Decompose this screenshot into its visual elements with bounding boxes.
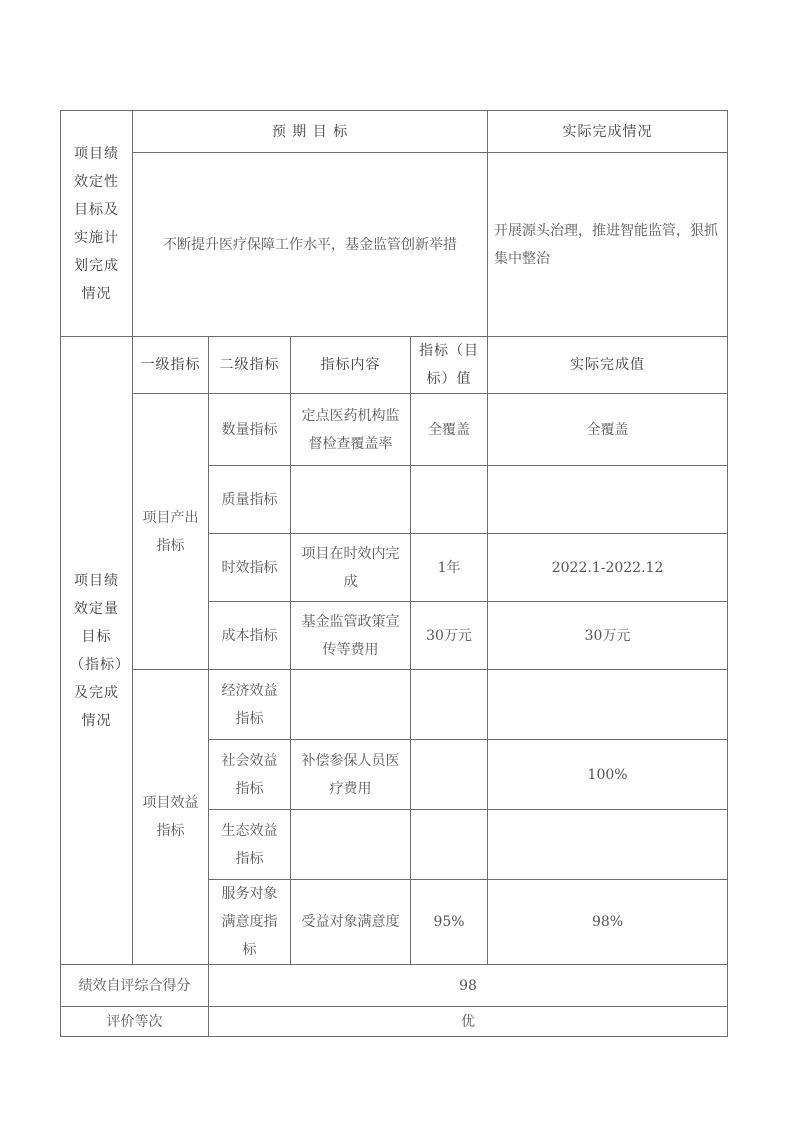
target-cell <box>411 466 488 534</box>
header-target-value: 指标（目标）值 <box>411 337 488 394</box>
target-cell: 全覆盖 <box>411 394 488 466</box>
content-cell: 补偿参保人员医疗费用 <box>291 740 411 810</box>
level2-cell: 成本指标 <box>209 602 291 670</box>
target-cell: 1年 <box>411 534 488 602</box>
level2-cell: 服务对象满意度指标 <box>209 880 291 965</box>
target-cell <box>411 670 488 740</box>
actual-completion-text: 开展源头治理，推进智能监管，狠抓集中整治 <box>488 153 728 337</box>
evaluation-grade-label: 评价等次 <box>61 1007 209 1037</box>
qualitative-section-label <box>61 111 133 337</box>
header-level1-indicator: 一级指标 <box>133 337 209 394</box>
performance-evaluation-table <box>60 110 728 1037</box>
actual-cell: 30万元 <box>488 602 728 670</box>
overall-score-value: 98 <box>209 965 728 1007</box>
content-cell: 基金监管政策宣传等费用 <box>291 602 411 670</box>
actual-cell <box>488 466 728 534</box>
quantitative-section-label <box>61 337 133 965</box>
table-row <box>61 394 728 466</box>
table-row <box>61 670 728 740</box>
target-cell: 95% <box>411 880 488 965</box>
content-cell <box>291 466 411 534</box>
level2-cell: 社会效益指标 <box>209 740 291 810</box>
level2-cell: 时效指标 <box>209 534 291 602</box>
expected-goal-header: 预 期 目 标 <box>133 111 488 153</box>
actual-cell <box>488 670 728 740</box>
level2-cell: 经济效益指标 <box>209 670 291 740</box>
content-cell <box>291 810 411 880</box>
actual-completion-header: 实际完成情况 <box>488 111 728 153</box>
header-actual-value: 实际完成值 <box>488 337 728 394</box>
quantitative-section-label-text: 项目绩效定量目标（指标）及完成情况 <box>70 572 123 729</box>
benefit-indicator-group: 项目效益指标 <box>133 670 209 965</box>
target-cell <box>411 810 488 880</box>
actual-cell: 100% <box>488 740 728 810</box>
overall-score-label: 绩效自评综合得分 <box>61 965 209 1007</box>
content-cell: 项目在时效内完成 <box>291 534 411 602</box>
qualitative-section-label-text: 项目绩效定性目标及实施计划完成情况 <box>74 145 119 302</box>
output-indicator-group: 项目产出指标 <box>133 394 209 670</box>
header-indicator-content: 指标内容 <box>291 337 411 394</box>
header-level2-indicator: 二级指标 <box>209 337 291 394</box>
actual-cell: 全覆盖 <box>488 394 728 466</box>
target-cell <box>411 740 488 810</box>
actual-cell <box>488 810 728 880</box>
actual-cell: 98% <box>488 880 728 965</box>
level2-cell: 质量指标 <box>209 466 291 534</box>
actual-cell: 2022.1-2022.12 <box>488 534 728 602</box>
target-cell: 30万元 <box>411 602 488 670</box>
expected-goal-text: 不断提升医疗保障工作水平，基金监管创新举措 <box>133 153 488 337</box>
level2-cell: 生态效益指标 <box>209 810 291 880</box>
content-cell: 受益对象满意度 <box>291 880 411 965</box>
content-cell: 定点医药机构监督检查覆盖率 <box>291 394 411 466</box>
level2-cell: 数量指标 <box>209 394 291 466</box>
content-cell <box>291 670 411 740</box>
evaluation-grade-value: 优 <box>209 1007 728 1037</box>
